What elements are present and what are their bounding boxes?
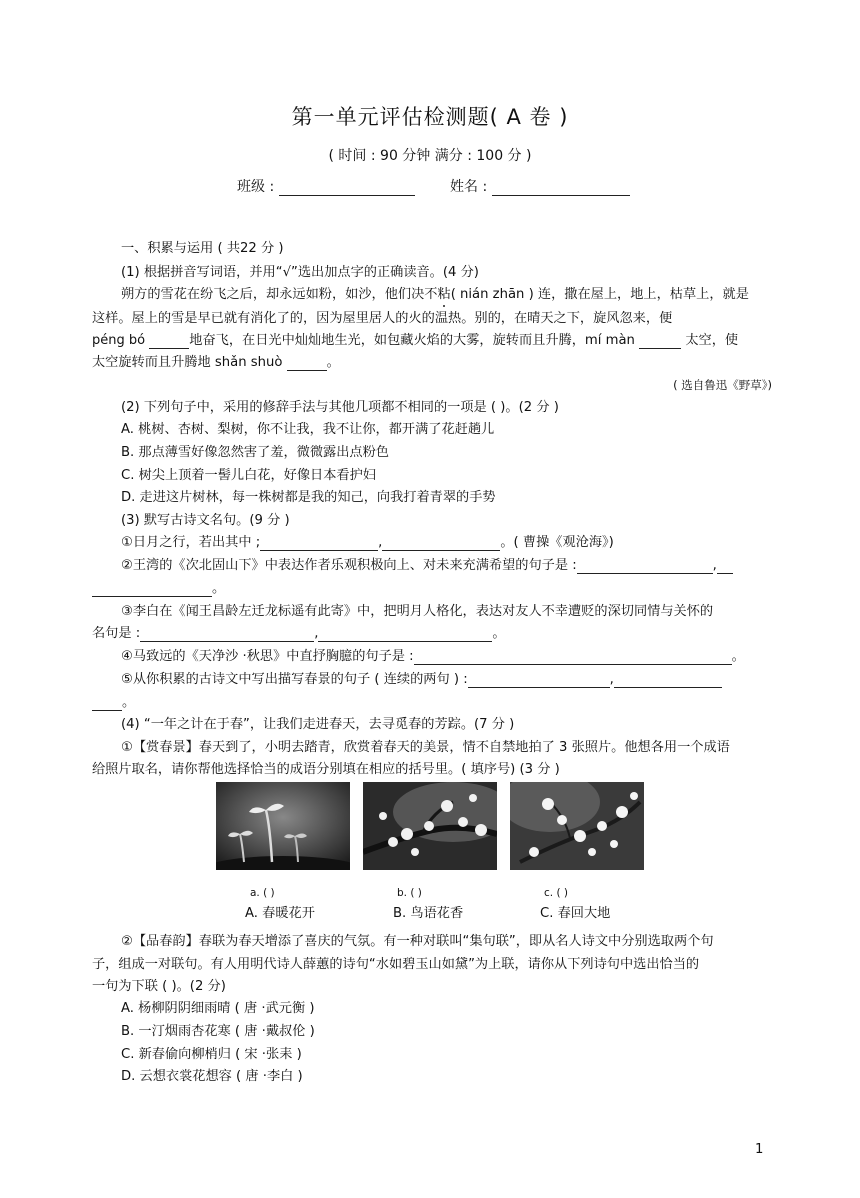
blank-3-5b[interactable] bbox=[92, 696, 122, 711]
idiom-b: B. 鸟语花香 bbox=[393, 906, 464, 921]
q2-option-a[interactable]: A. 桃树、杏树、梨树，你不让我，我不让你，都开满了花赶趟儿 bbox=[121, 422, 495, 437]
photo-blossom-branch bbox=[363, 782, 497, 870]
q3-item-2-cont: 。 bbox=[92, 581, 225, 597]
page-title: 第一单元评估检测题( A 卷 ) bbox=[291, 105, 569, 129]
q4-option-c[interactable]: C. 新春偷向柳梢归 ( 宋 ·张耒 ) bbox=[121, 1047, 302, 1062]
name-field bbox=[450, 176, 630, 196]
q1-passage-line-4: 太空旋转而且升腾地 shǎn shuò 。 bbox=[92, 355, 340, 370]
q4-part2-line-1: ②【品春韵】春联为春天增添了喜庆的气氛。有一种对联叫“集句联”，即从名人诗文中分别选取两个句 bbox=[121, 934, 714, 949]
name-label: 姓名 : bbox=[450, 179, 488, 195]
q4-part1-line-1: ①【赏春景】春天到了，小明去踏青，欣赏着春天的美景，情不自禁地拍了 3 张照片。他想各用一个成语 bbox=[121, 740, 730, 755]
section-heading: 一、积累与运用 ( 共22 分 ) bbox=[121, 241, 284, 256]
q4-part1-line-2: 给照片取名，请你帮他选择恰当的成语分别填在相应的括号里。( 填序号) (3 分 ) bbox=[92, 762, 560, 777]
q1-passage-line-3: péng bó 地奋飞，在日光中灿灿地生光，如包藏火焰的大雾，旋转而且升腾，mí màn 太空，使 bbox=[92, 333, 739, 348]
q3-item-2: ②王湾的《次北固山下》中表达作者乐观积极向上、对未来充满希望的句子是 : , bbox=[121, 558, 733, 574]
q1-passage-line-2: 这样。屋上的雪是早已就有消化了的，因为屋里居人的火的温热。别的，在晴天之下，旋风忽来，便 bbox=[92, 311, 673, 326]
blank-3-4[interactable] bbox=[414, 650, 732, 665]
blank-3-1a[interactable] bbox=[260, 536, 378, 551]
blank-shanshuo[interactable] bbox=[287, 356, 327, 371]
q2-option-c[interactable]: C. 树尖上顶着一髻儿白花，好像日本看护妇 bbox=[121, 468, 376, 483]
exam-time-score: ( 时间 : 90 分钟 满分 : 100 分 ) bbox=[328, 148, 532, 164]
idiom-a: A. 春暖花开 bbox=[245, 906, 315, 921]
q3-item-4: ④马致远的《天净沙 ·秋思》中直抒胸臆的句子是 : 。 bbox=[121, 649, 745, 664]
q4-part2-line-2: 子，组成一对联句。有人用明代诗人薛蕙的诗句“水如碧玉山如黛”为上联，请你从下列诗句中选出恰当的 bbox=[92, 957, 700, 972]
q2-option-d[interactable]: D. 走进这片树林，每一株树都是我的知己，向我打着青翠的手势 bbox=[121, 490, 496, 505]
q4-option-b[interactable]: B. 一汀烟雨杏花寒 ( 唐 ·戴叔伦 ) bbox=[121, 1024, 315, 1039]
blank-3-2b-start[interactable] bbox=[717, 559, 733, 574]
page-number: 1 bbox=[755, 1142, 764, 1157]
photo-b-answer[interactable]: b. ( ) bbox=[397, 887, 422, 899]
q3-item-3-cont: 名句是 : , 。 bbox=[92, 626, 506, 641]
q1-passage-line-1: 朔方的雪花在纷飞之后，却永远如粉，如沙，他们决不粘( nián zhān ) 连，撒在屋上，地上，枯草上，就是 bbox=[121, 287, 749, 302]
q3-item-1: ①日月之行，若出其中 ; , 。( 曹操《观沧海》) bbox=[121, 535, 614, 550]
q3-item-5: ⑤从你积累的古诗文中写出描写春景的句子 ( 连续的两句 ) : , bbox=[121, 672, 722, 688]
photo-c-answer[interactable]: c. ( ) bbox=[544, 887, 568, 899]
class-blank[interactable] bbox=[279, 181, 415, 196]
blank-3-1b[interactable] bbox=[382, 536, 500, 551]
photo-a-answer[interactable]: a. ( ) bbox=[250, 887, 275, 899]
q2-option-b[interactable]: B. 那点薄雪好像忽然害了羞，微微露出点粉色 bbox=[121, 445, 389, 460]
blank-3-5a[interactable] bbox=[468, 673, 610, 688]
photo-blossoms bbox=[510, 782, 644, 870]
q2-prompt: (2) 下列句子中，采用的修辞手法与其他几项都不相同的一项是 ( )。(2 分 ) bbox=[121, 400, 559, 415]
blank-3-3a[interactable] bbox=[140, 627, 314, 642]
passage-source: ( 选自鲁迅《野草》) bbox=[673, 378, 772, 392]
dotted-char: 粘 bbox=[437, 287, 451, 302]
idiom-c: C. 春回大地 bbox=[540, 906, 611, 921]
q3-item-3: ③李白在《闻王昌龄左迁龙标遥有此寄》中，把明月人格化，表达对友人不幸遭贬的深切同情与关怀的 bbox=[121, 604, 714, 619]
q1-prompt: (1) 根据拼音写词语，并用“√”选出加点字的正确读音。(4 分) bbox=[121, 265, 479, 280]
blank-3-5b-start[interactable] bbox=[614, 673, 722, 688]
class-label: 班级 : bbox=[237, 179, 275, 195]
blank-3-2a[interactable] bbox=[577, 559, 713, 574]
blank-3-3b[interactable] bbox=[318, 627, 492, 642]
name-blank[interactable] bbox=[492, 181, 630, 196]
photo-seedlings bbox=[216, 782, 350, 870]
blank-3-2b[interactable] bbox=[92, 582, 212, 597]
q3-item-5-cont: 。 bbox=[92, 695, 135, 711]
blank-miman[interactable] bbox=[639, 334, 681, 349]
q4-part2-line-3: 一句为下联 ( )。(2 分) bbox=[92, 979, 226, 994]
blank-pengbo[interactable] bbox=[149, 334, 189, 349]
class-field bbox=[237, 176, 415, 196]
q3-prompt: (3) 默写古诗文名句。(9 分 ) bbox=[121, 513, 290, 528]
q4-option-d[interactable]: D. 云想衣裳花想容 ( 唐 ·李白 ) bbox=[121, 1069, 303, 1084]
q4-option-a[interactable]: A. 杨柳阴阴细雨晴 ( 唐 ·武元衡 ) bbox=[121, 1001, 315, 1016]
q4-prompt: (4) “一年之计在于春”，让我们走进春天，去寻觅春的芳踪。(7 分 ) bbox=[121, 717, 515, 732]
